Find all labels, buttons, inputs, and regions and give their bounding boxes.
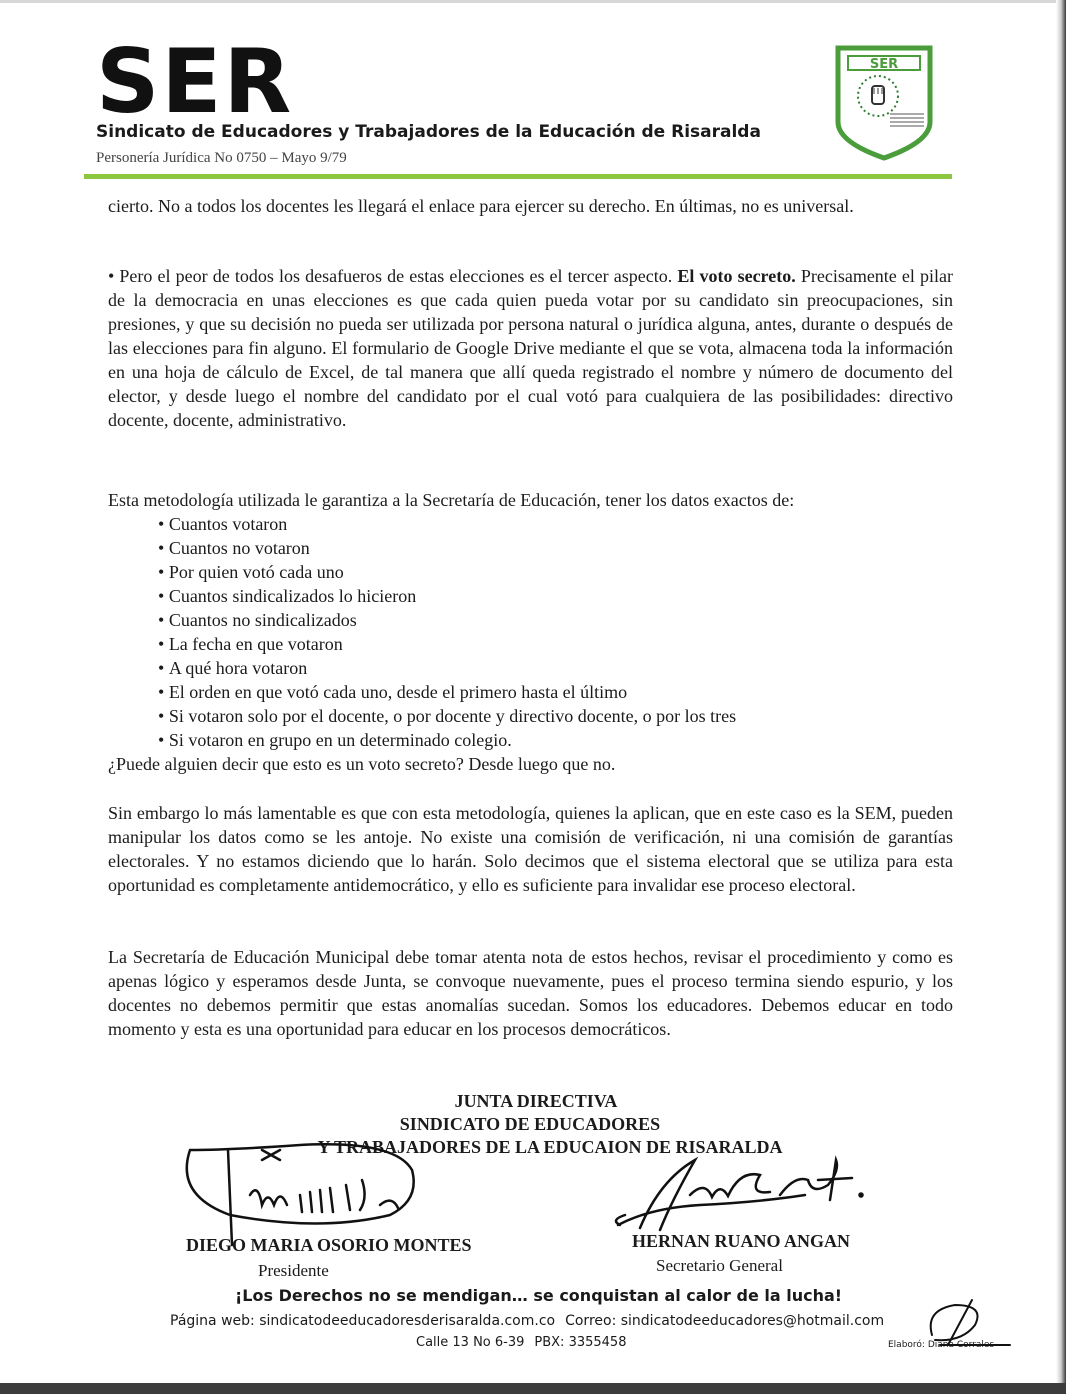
list-item: • Cuantos no sindicalizados [158, 608, 736, 632]
crest-text: SER [869, 57, 899, 72]
website-label: Página web: sindicatodeeducadoresderisaralda.com.co [170, 1313, 556, 1329]
list-item: • Si votaron solo por el docente, o por docente y directivo docente, o por los tres [158, 704, 736, 728]
paragraph-question: ¿Puede alguien decir que esto es un voto secreto? Desde luego que no. [108, 754, 616, 774]
union-slogan: ¡Los Derechos no se mendigan… se conquistan al calor de la lucha! [235, 1286, 843, 1305]
legal-registration: Personería Jurídica No 0750 – Mayo 9/79 [96, 150, 347, 166]
list-item: • Cuantos no votaron [158, 536, 736, 560]
email-label: Correo: sindicatodeeducadores@hotmail.com [565, 1313, 885, 1329]
list-item: • A qué hora votaron [158, 656, 736, 680]
signature-heading-workers: Y TRABAJADORES DE LA EDUCAION DE RISARALDA [317, 1137, 783, 1157]
organization-name: Sindicato de Educadores y Trabajadores de la Educación de Risaralda [96, 122, 761, 142]
paragraph-manipulation: Sin embargo lo más lamentable es que con esta metodología, quienes la aplican, que en este caso es la SEM, pueden manipular los datos como se les antoje. No existe una comisión de verificación, ni una comisión de garantías electorales. Y no estamos diciendo que lo harán. Solo decimos que el sistema electoral que se utiliza para esta oportunidad es completamente antidemocrático, y ello es suficiente para invalidar ese proceso electoral. [108, 803, 953, 895]
paragraph-request: La Secretaría de Educación Municipal debe tomar atenta nota de estos hechos, revisar el procedimiento y como es apenas lógico y esperamos desde Junta, se convoque nuevamente, pues el proceso termina siendo espurio, y los docentes no debemos permitir que estas anomalías sucedan. Somos los educadores. Debemos educar en todo momento y esta es una oportunidad para educar en los procesos democráticos. [108, 947, 953, 1039]
secret-vote-lead: • Pero el peor de todos los desafueros de estas elecciones es el tercer aspecto. [108, 266, 678, 286]
signature-heading-union: SINDICATO DE EDUCADORES [399, 1114, 661, 1134]
street-address: Calle 13 No 6-39 [416, 1335, 525, 1350]
list-item: • Por quien votó cada uno [158, 560, 736, 584]
phone-number: PBX: 3355458 [534, 1335, 627, 1350]
secret-vote-heading: El voto secreto. [677, 266, 796, 286]
list-item: • Si votaron en grupo en un determinado colegio. [158, 728, 736, 752]
president-title: Presidente [258, 1261, 329, 1280]
secretary-title: Secretario General [656, 1256, 783, 1275]
secretary-signature [616, 1160, 863, 1230]
paragraph-methodology: Esta metodología utilizada le garantiza a la Secretaría de Educación, tener los datos exactos de: [108, 490, 795, 510]
footer-address [416, 1335, 626, 1350]
secret-vote-text: Precisamente el pilar de la democracia en unas elecciones es que cada quien pueda votar por su candidato sin preocupaciones, sin presiones, y que su decisión no pueda ser utilizada por persona natural o jurídica alguna, antes, durante o después de las elecciones para fin alguno. El formulario de Google Drive mediante el que se vota, almacena toda la información en una hoja de cálculo de Excel, de tal manera que allí queda registrado el nombre y número de documento del elector, y desde luego el nombre del candidato por el cual votó para cualquiera de las posibilidades: directivo docente, docente, administrativo. [108, 266, 954, 430]
secretary-name: HERNAN RUANO ANGAN [632, 1231, 851, 1251]
scan-bottom-edge [0, 1383, 1066, 1394]
list-item: • La fecha en que votaron [158, 632, 736, 656]
ser-logo: SER [96, 30, 294, 133]
list-item: • Cuantos sindicalizados lo hicieron [158, 584, 736, 608]
president-signature [187, 1144, 414, 1245]
scan-top-edge [0, 0, 1066, 3]
drafter-initials [931, 1300, 1010, 1345]
footer-contact [170, 1313, 884, 1329]
signature-heading-board: JUNTA DIRECTIVA [454, 1091, 618, 1111]
data-list [158, 512, 736, 752]
president-name: DIEGO MARIA OSORIO MONTES [186, 1235, 472, 1255]
drafted-by: Elaboró: Diana Corrales [888, 1340, 995, 1350]
list-item: • Cuantos votaron [158, 512, 736, 536]
union-crest-logo [834, 44, 934, 162]
paragraph-secret-vote [108, 264, 953, 432]
header-divider [84, 174, 952, 179]
scan-right-edge [1056, 0, 1066, 1394]
paragraph-universal: cierto. No a todos los docentes les llegará el enlace para ejercer su derecho. En últimas, no es universal. [108, 196, 854, 216]
list-item: • El orden en que votó cada uno, desde el primero hasta el último [158, 680, 736, 704]
